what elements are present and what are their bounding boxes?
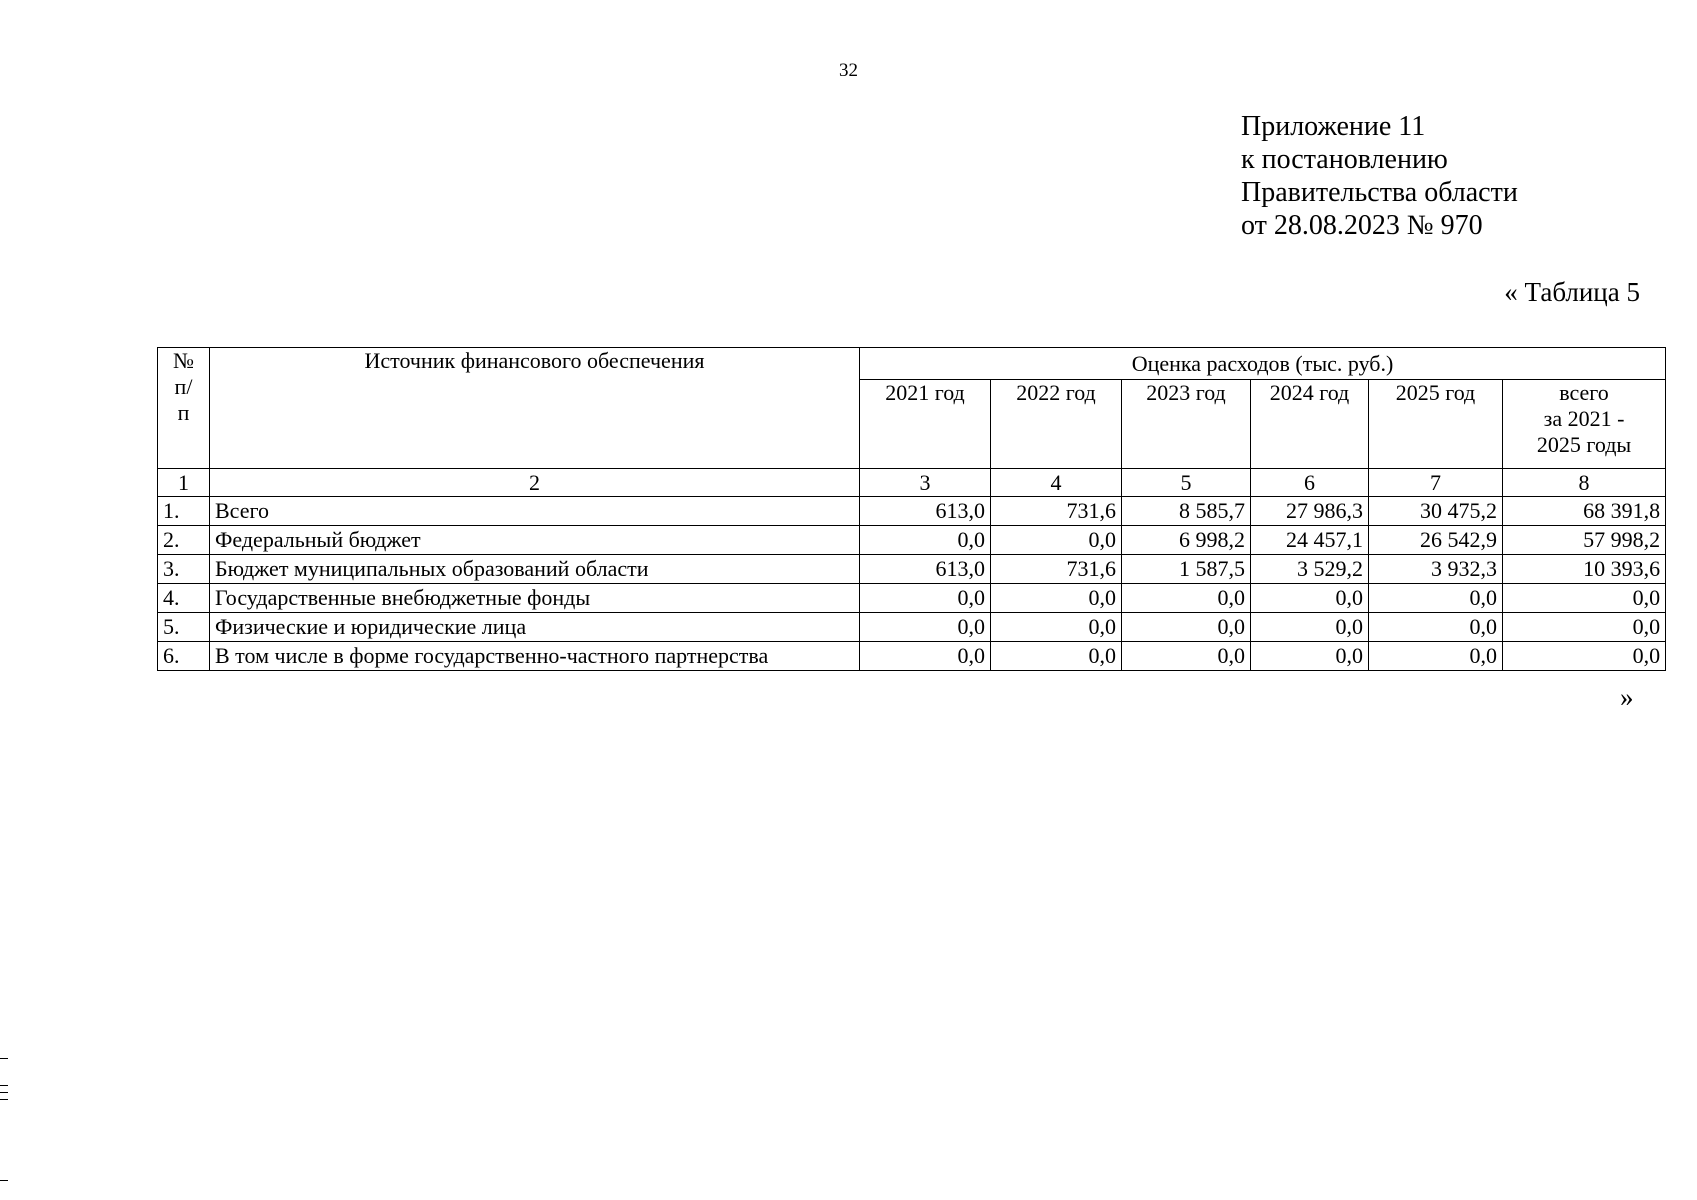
column-number: 6 bbox=[1251, 469, 1369, 497]
table-row bbox=[158, 584, 1666, 613]
column-number: 7 bbox=[1369, 469, 1503, 497]
row-value-2022: 0,0 bbox=[991, 642, 1122, 671]
row-value-2021: 0,0 bbox=[860, 642, 991, 671]
margin-mark bbox=[0, 1092, 8, 1093]
row-value-2021: 0,0 bbox=[860, 584, 991, 613]
row-value-total: 0,0 bbox=[1503, 613, 1666, 642]
row-value-2022: 731,6 bbox=[991, 555, 1122, 584]
column-number: 3 bbox=[860, 469, 991, 497]
margin-mark bbox=[0, 1180, 8, 1181]
column-number: 5 bbox=[1122, 469, 1251, 497]
row-value-2023: 6 998,2 bbox=[1122, 526, 1251, 555]
header-expense-estimate: Оценка расходов (тыс. руб.) bbox=[860, 348, 1666, 380]
row-value-2021: 0,0 bbox=[860, 613, 991, 642]
row-value-2025: 0,0 bbox=[1369, 584, 1503, 613]
header-year-2024: 2024 год bbox=[1251, 380, 1369, 469]
row-value-total: 57 998,2 bbox=[1503, 526, 1666, 555]
row-value-2023: 0,0 bbox=[1122, 584, 1251, 613]
row-value-total: 68 391,8 bbox=[1503, 497, 1666, 526]
row-value-2024: 0,0 bbox=[1251, 613, 1369, 642]
table-row bbox=[158, 555, 1666, 584]
row-value-2021: 613,0 bbox=[860, 555, 991, 584]
row-value-2023: 0,0 bbox=[1122, 642, 1251, 671]
row-number: 6. bbox=[158, 642, 210, 671]
row-value-2023: 0,0 bbox=[1122, 613, 1251, 642]
margin-mark bbox=[0, 1085, 8, 1086]
table-row bbox=[158, 526, 1666, 555]
row-value-2022: 731,6 bbox=[991, 497, 1122, 526]
header-year-2023: 2023 год bbox=[1122, 380, 1251, 469]
row-source: Государственные внебюджетные фонды bbox=[210, 584, 860, 613]
header-year-2021: 2021 год bbox=[860, 380, 991, 469]
appendix-line-3: Правительства области bbox=[1241, 177, 1518, 208]
header-total-line-1: всего bbox=[1559, 380, 1609, 405]
row-value-total: 0,0 bbox=[1503, 642, 1666, 671]
appendix-line-2: к постановлению bbox=[1241, 144, 1448, 175]
table-caption: « Таблица 5 bbox=[1504, 277, 1640, 307]
row-source: Физические и юридические лица bbox=[210, 613, 860, 642]
header-year-2022: 2022 год bbox=[991, 380, 1122, 469]
margin-mark bbox=[0, 1099, 8, 1100]
row-value-2024: 24 457,1 bbox=[1251, 526, 1369, 555]
header-row-number bbox=[158, 348, 210, 469]
financing-table bbox=[157, 347, 1666, 671]
row-number: 1. bbox=[158, 497, 210, 526]
header-row-number-line-2: п/ bbox=[174, 374, 193, 399]
table-row bbox=[158, 613, 1666, 642]
row-source: Федеральный бюджет bbox=[210, 526, 860, 555]
header-total-line-3: 2025 годы bbox=[1536, 432, 1632, 457]
row-number: 2. bbox=[158, 526, 210, 555]
row-value-2024: 0,0 bbox=[1251, 584, 1369, 613]
column-number-row bbox=[158, 469, 1666, 497]
row-value-2022: 0,0 bbox=[991, 584, 1122, 613]
header-source: Источник финансового обеспечения bbox=[210, 348, 860, 469]
appendix-line-4: от 28.08.2023 № 970 bbox=[1241, 210, 1483, 241]
row-value-2025: 3 932,3 bbox=[1369, 555, 1503, 584]
row-value-2022: 0,0 bbox=[991, 613, 1122, 642]
appendix-header bbox=[1241, 110, 1518, 242]
table-row bbox=[158, 642, 1666, 671]
header-total bbox=[1503, 380, 1666, 469]
row-value-2024: 27 986,3 bbox=[1251, 497, 1369, 526]
row-value-2024: 0,0 bbox=[1251, 642, 1369, 671]
row-value-2025: 0,0 bbox=[1369, 613, 1503, 642]
row-value-total: 0,0 bbox=[1503, 584, 1666, 613]
row-value-2025: 0,0 bbox=[1369, 642, 1503, 671]
appendix-line-1: Приложение 11 bbox=[1241, 111, 1426, 142]
row-number: 4. bbox=[158, 584, 210, 613]
row-value-2025: 26 542,9 bbox=[1369, 526, 1503, 555]
column-number: 4 bbox=[991, 469, 1122, 497]
row-source: Всего bbox=[210, 497, 860, 526]
closing-quote: » bbox=[1620, 682, 1634, 712]
row-value-total: 10 393,6 bbox=[1503, 555, 1666, 584]
row-value-2021: 0,0 bbox=[860, 526, 991, 555]
page-number: 32 bbox=[839, 60, 858, 81]
row-source: Бюджет муниципальных образований области bbox=[210, 555, 860, 584]
row-value-2025: 30 475,2 bbox=[1369, 497, 1503, 526]
row-value-2022: 0,0 bbox=[991, 526, 1122, 555]
row-value-2023: 8 585,7 bbox=[1122, 497, 1251, 526]
row-value-2024: 3 529,2 bbox=[1251, 555, 1369, 584]
row-value-2023: 1 587,5 bbox=[1122, 555, 1251, 584]
margin-mark bbox=[0, 1058, 8, 1059]
column-number: 2 bbox=[210, 469, 860, 497]
header-row-number-line-1: № bbox=[173, 348, 194, 373]
row-number: 5. bbox=[158, 613, 210, 642]
header-year-2025: 2025 год bbox=[1369, 380, 1503, 469]
header-row-number-line-3: п bbox=[177, 400, 190, 425]
column-number: 8 bbox=[1503, 469, 1666, 497]
header-total-line-2: за 2021 - bbox=[1543, 406, 1625, 431]
row-number: 3. bbox=[158, 555, 210, 584]
table-row bbox=[158, 497, 1666, 526]
column-number: 1 bbox=[158, 469, 210, 497]
row-value-2021: 613,0 bbox=[860, 497, 991, 526]
row-source: В том числе в форме государственно-частного партнерства bbox=[210, 642, 860, 671]
